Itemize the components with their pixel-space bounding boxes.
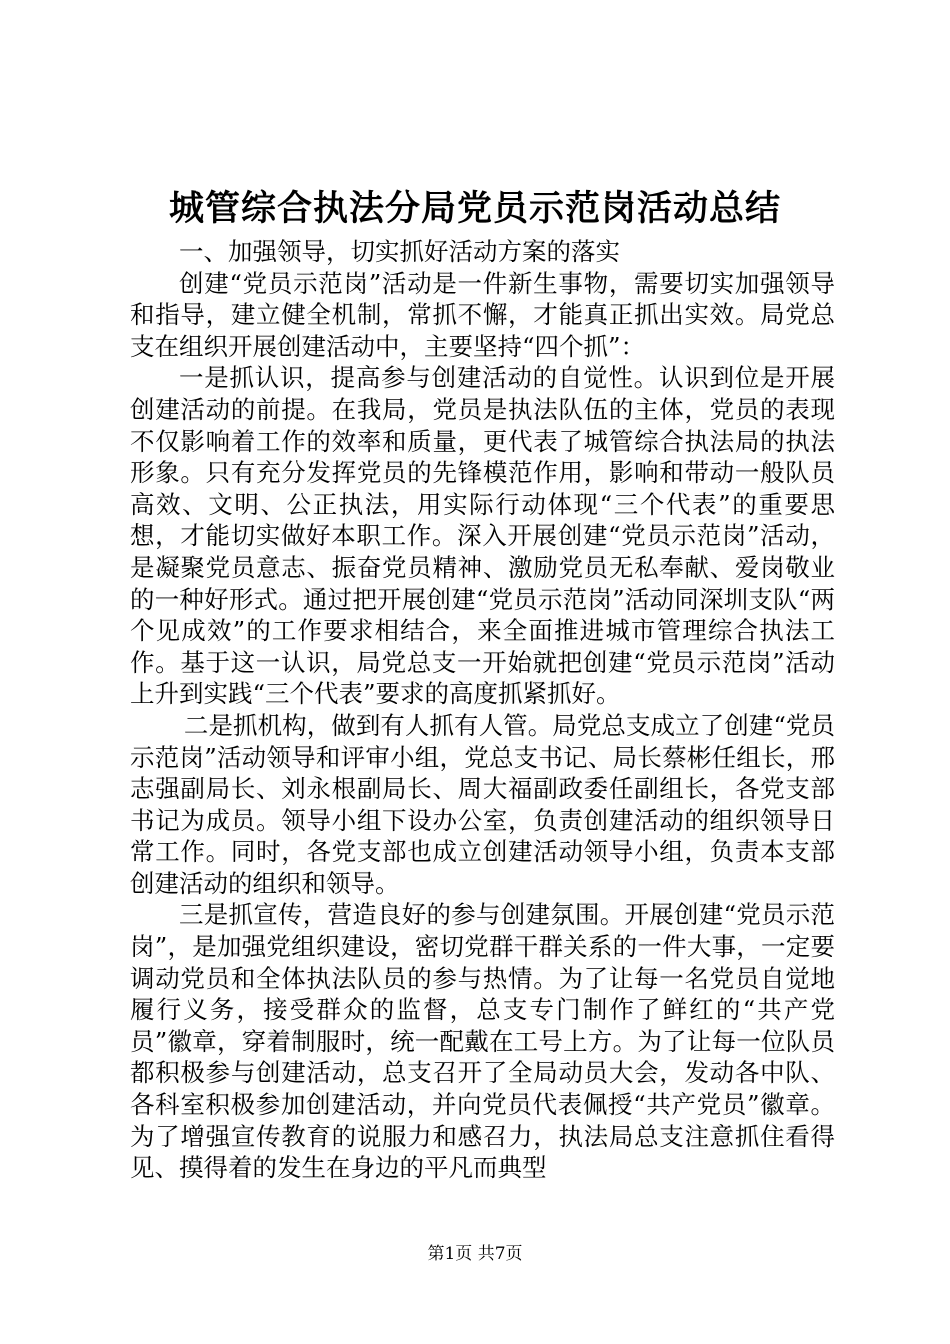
section-heading: 一、加强领导，切实抓好活动方案的落实 [179, 237, 620, 266]
paragraph-awareness: 一是抓认识，提高参与创建活动的自觉性。认识到位是开展创建活动的前提。在我局，党员是执法队伍的主体，党员的表现不仅影响着工作的效率和质量，更代表了城管综合执法局的执法形象。只有充分发挥党员的先锋模范作用，影响和带动一般队员高效、文明、公正执法，用实际行动体现“三个代表”的重要思想，才能切实做好本职工作。深入开展创建“党员示范岗”活动，是凝聚党员意志、振奋党员精神、激励党员无私奉献、爱岗敬业的一种好形式。通过把开展创建“党员示范岗”活动同深圳支队“两个见成效”的工作要求相结合，来全面推进城市管理综合执法工作。基于这一认识，局党总支一开始就把创建“党员示范岗”活动上升到实践“三个代表”要求的高度抓紧抓好。 [130, 363, 835, 709]
document-title: 城管综合执法分局党员示范岗活动总结 [168, 188, 781, 229]
paragraph-intro: 创建“党员示范岗”活动是一件新生事物，需要切实加强领导和指导，建立健全机制，常抓不懈，才能真正抓出实效。局党总支在组织开展创建活动中，主要坚持“四个抓”： [130, 268, 835, 361]
page-number-footer: 第1页 共7页 [427, 1244, 523, 1264]
document-body [130, 236, 835, 1184]
paragraph-organization: 二是抓机构，做到有人抓有人管。局党总支成立了创建“党员示范岗”活动领导和评审小组，党总支书记、局长蔡彬任组长，邢志强副局长、刘永根副局长、周大福副政委任副组长，各党支部书记为成员。领导小组下设办公室，负责创建活动的组织领导日常工作。同时，各党支部也成立创建活动领导小组，负责本支部创建活动的组织和领导。 [130, 710, 835, 898]
paragraph-publicity: 三是抓宣传，营造良好的参与创建氛围。开展创建“党员示范岗”，是加强党组织建设，密切党群干群关系的一件大事，一定要调动党员和全体执法队员的参与热情。为了让每一名党员自觉地履行义务，接受群众的监督，总支专门制作了鲜红的“共产党员”徽章，穿着制服时，统一配戴在工号上方。为了让每一位队员都积极参与创建活动，总支召开了全局动员大会，发动各中队、各科室积极参加创建活动，并向党员代表佩授“共产党员”徽章。为了增强宣传教育的说服力和感召力，执法局总支注意抓住看得见、摸得着的发生在身边的平凡而典型 [130, 900, 835, 1183]
